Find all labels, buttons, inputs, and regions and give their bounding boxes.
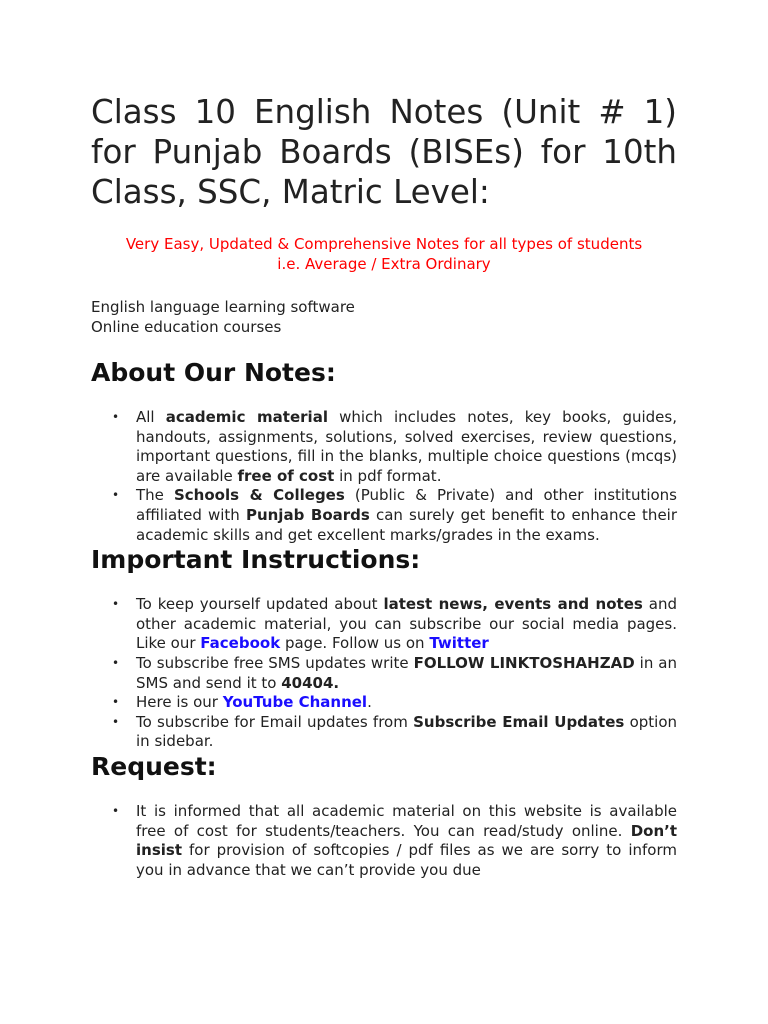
- list-item: [112, 408, 677, 486]
- text: in an SMS and send it to: [136, 653, 678, 692]
- text: (Public & Private) and other institutions affiliated with: [136, 486, 677, 524]
- instructions-list: [91, 595, 677, 752]
- text: can surely get benefit to enhance their academic skills and get excellent marks/grades in the exams.: [136, 505, 678, 544]
- bullet-icon: •: [112, 410, 120, 424]
- text: in pdf format.: [334, 466, 442, 485]
- bold-text: Don’t insist: [136, 821, 677, 860]
- subtitle-line-2: i.e. Average / Extra Ordinary: [277, 255, 491, 273]
- text: To subscribe for Email updates from: [136, 712, 414, 731]
- instructions-heading: Important Instructions:: [91, 545, 421, 575]
- bullet-icon: •: [112, 488, 120, 503]
- facebook-link[interactable]: Facebook: [200, 634, 281, 653]
- request-heading: Request:: [91, 751, 217, 781]
- text: which includes notes, key books, guides, handouts, assignments, solutions, solved exercises, review questions, important questions, fill in the blanks, multiple choice questions (mcqs) are available: [136, 408, 677, 485]
- bullet-icon: •: [112, 803, 120, 818]
- bullet-icon: •: [112, 695, 120, 710]
- bold-text: 40404.: [281, 673, 340, 692]
- subtitle-line-1: Very Easy, Updated & Comprehensive Notes for all types of students: [125, 235, 643, 253]
- bold-text: Punjab Boards: [245, 505, 370, 524]
- text: The: [136, 486, 174, 505]
- bullet-icon: •: [112, 655, 120, 670]
- text: .: [367, 693, 372, 712]
- list-item: [112, 801, 677, 880]
- list-item: [112, 712, 678, 752]
- list-item: [112, 595, 677, 654]
- subtitle: [91, 234, 677, 274]
- bold-text: free of cost: [237, 466, 335, 485]
- bold-text: academic material: [165, 408, 328, 426]
- text: page. Follow us on: [280, 634, 430, 653]
- text: and other academic material, you can subscribe our social media pages. Like our: [136, 595, 677, 653]
- ad-links: [91, 297, 677, 337]
- twitter-link[interactable]: Twitter: [429, 634, 489, 653]
- bold-text: Subscribe Email Updates: [413, 712, 625, 731]
- page-title: Class 10 English Notes (Unit # 1) for Punjab Boards (BISEs) for 10th Class, SSC, Matric Level:: [91, 93, 677, 211]
- text: All: [136, 408, 166, 426]
- about-heading: About Our Notes:: [91, 358, 336, 387]
- list-item: [112, 693, 677, 713]
- ad-link-education-courses[interactable]: Online education courses: [91, 318, 282, 336]
- list-item: [112, 653, 678, 693]
- document-content: [91, 92, 677, 880]
- list-item: [112, 486, 678, 545]
- bold-text: Schools & Colleges: [173, 486, 345, 505]
- ad-link-english-software[interactable]: English language learning software: [91, 298, 355, 316]
- text: Here is our: [136, 693, 223, 712]
- text: for provision of softcopies / pdf files as we are sorry to inform you in advance that we can’t provide you due: [136, 841, 677, 879]
- request-list: [91, 802, 677, 880]
- text: It is informed that all academic material on this website is available free of cost for students/teachers. You can read/study online.: [136, 801, 677, 840]
- about-list: [91, 408, 677, 545]
- text: option in sidebar.: [136, 712, 678, 751]
- bullet-icon: •: [112, 714, 120, 729]
- bold-text: latest news, events and notes: [383, 595, 643, 614]
- youtube-channel-link[interactable]: YouTube Channel: [222, 693, 368, 712]
- text: To keep yourself updated about: [136, 595, 384, 614]
- text: To subscribe free SMS updates write: [136, 653, 414, 672]
- bullet-icon: •: [112, 597, 120, 612]
- bold-text: FOLLOW LINKTOSHAHZAD: [413, 653, 635, 672]
